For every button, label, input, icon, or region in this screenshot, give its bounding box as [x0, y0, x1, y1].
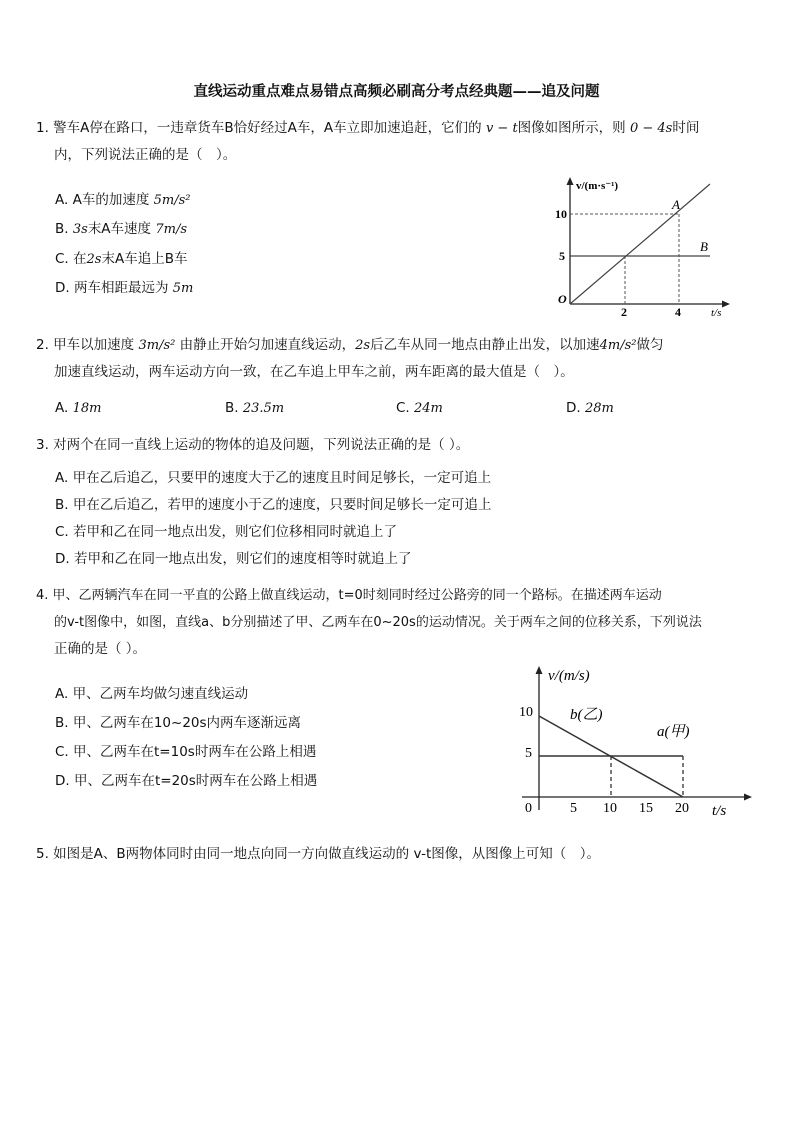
q2-option-d: D. 28m [566, 400, 614, 416]
question-2-line-1: 2. 甲车以加速度 3m/s² 由静止开始匀加速直线运动，2s后乙车从同一地点由静止出发，以加速4m/s²做匀 [36, 337, 664, 353]
page-title: 直线运动重点难点易错点高频必刷高分考点经典题——追及问题 [193, 84, 600, 100]
q1-option-c: C. 在2s末A车追上B车 [55, 251, 188, 267]
question-5-stem: 5. 如图是A、B两物体同时由同一地点向同一方向做直线运动的 v-t图像，从图像上可知（ ）。 [36, 846, 600, 862]
question-1-line-1: 1. 警车A停在路口，一违章货车B恰好经过A车，A车立即加速追赶，它们的 v − t图像如图所示，则 0 − 4s时间 [36, 120, 700, 136]
q2-option-c: C. 24m [396, 400, 443, 416]
q1-option-d: D. 两车相距最远为 5m [55, 280, 194, 296]
q4-origin: 0 [525, 801, 532, 816]
q2-option-a: A. 18m [55, 400, 102, 416]
q1-y-arrow [567, 177, 574, 185]
q4-tick-x10: 10 [603, 801, 617, 816]
q3-option-a: A. 甲在乙后追乙，只要甲的速度大于乙的速度且时间足够长，一定可追上 [55, 470, 492, 486]
q1-option-b: B. 3s末A车速度 7m/s [55, 221, 188, 237]
q4-option-b: B. 甲、乙两车在10~20s内两车逐渐远离 [55, 715, 302, 731]
q4-option-c: C. 甲、乙两车在t=10s时两车在公路上相遇 [55, 744, 317, 760]
q4-tick-x15: 15 [639, 801, 653, 816]
q1-x-arrow [722, 301, 730, 308]
q4-y-arrow [536, 666, 543, 674]
question-3-stem: 3. 对两个在同一直线上运动的物体的追及问题，下列说法正确的是（ ）。 [36, 437, 470, 453]
question-2-line-2: 加速直线运动，两车运动方向一致，在乙车追上甲车之前，两车距离的最大值是（ ）。 [54, 364, 574, 380]
q1-tick-y10: 10 [555, 207, 567, 221]
q4-tick-x5: 5 [570, 801, 577, 816]
q1-option-a: A. A车的加速度 5m/s² [55, 192, 191, 208]
q3-option-b: B. 甲在乙后追乙，若甲的速度小于乙的速度，只要时间足够长一定可追上 [55, 497, 492, 513]
q4-tick-y5: 5 [525, 746, 532, 761]
q1-tick-y5: 5 [559, 249, 565, 263]
q1-origin: O [558, 292, 567, 306]
q4-y-label: v/(m/s) [548, 668, 590, 684]
q4-tick-y10: 10 [519, 705, 533, 720]
q4-tick-x20: 20 [675, 801, 689, 816]
q3-option-d: D. 若甲和乙在同一地点出发，则它们的速度相等时就追上了 [55, 551, 412, 567]
q1-line-a [570, 184, 710, 304]
q2-option-b: B. 23.5m [225, 400, 285, 416]
q1-vt-graph [555, 172, 735, 317]
q1-line-b-label: B [700, 239, 708, 254]
q4-option-d: D. 甲、乙两车在t=20s时两车在公路上相遇 [55, 773, 318, 789]
q1-tick-x2: 2 [621, 305, 627, 317]
question-1-line-2: 内，下列说法正确的是（ ）。 [54, 147, 237, 163]
q1-line-a-label: A [672, 197, 680, 212]
q4-vt-graph [510, 660, 760, 820]
q1-tick-x4: 4 [675, 305, 681, 317]
q4-x-arrow [744, 794, 752, 801]
q1-y-label: v/(m·s⁻¹) [576, 180, 619, 192]
q3-option-c: C. 若甲和乙在同一地点出发，则它们位移相同时就追上了 [55, 524, 398, 540]
q4-line-b-label: b(乙) [570, 707, 603, 723]
q4-line-a-label: a(甲) [657, 724, 690, 740]
question-4-line-2: 的v-t图像中，如图，直线a、b分别描述了甲、乙两车在0~20s的运动情况。关于两车之间的位移关系，下列说法 [54, 615, 702, 630]
q4-option-a: A. 甲、乙两车均做匀速直线运动 [55, 686, 249, 702]
q1-x-label: t/s [711, 307, 722, 317]
q4-x-label: t/s [712, 803, 727, 819]
question-4-line-3: 正确的是（ ）。 [54, 641, 147, 657]
question-4-line-1: 4. 甲、乙两辆汽车在同一平直的公路上做直线运动，t=0时刻同时经过公路旁的同一个路标。在描述两车运动 [36, 588, 662, 603]
